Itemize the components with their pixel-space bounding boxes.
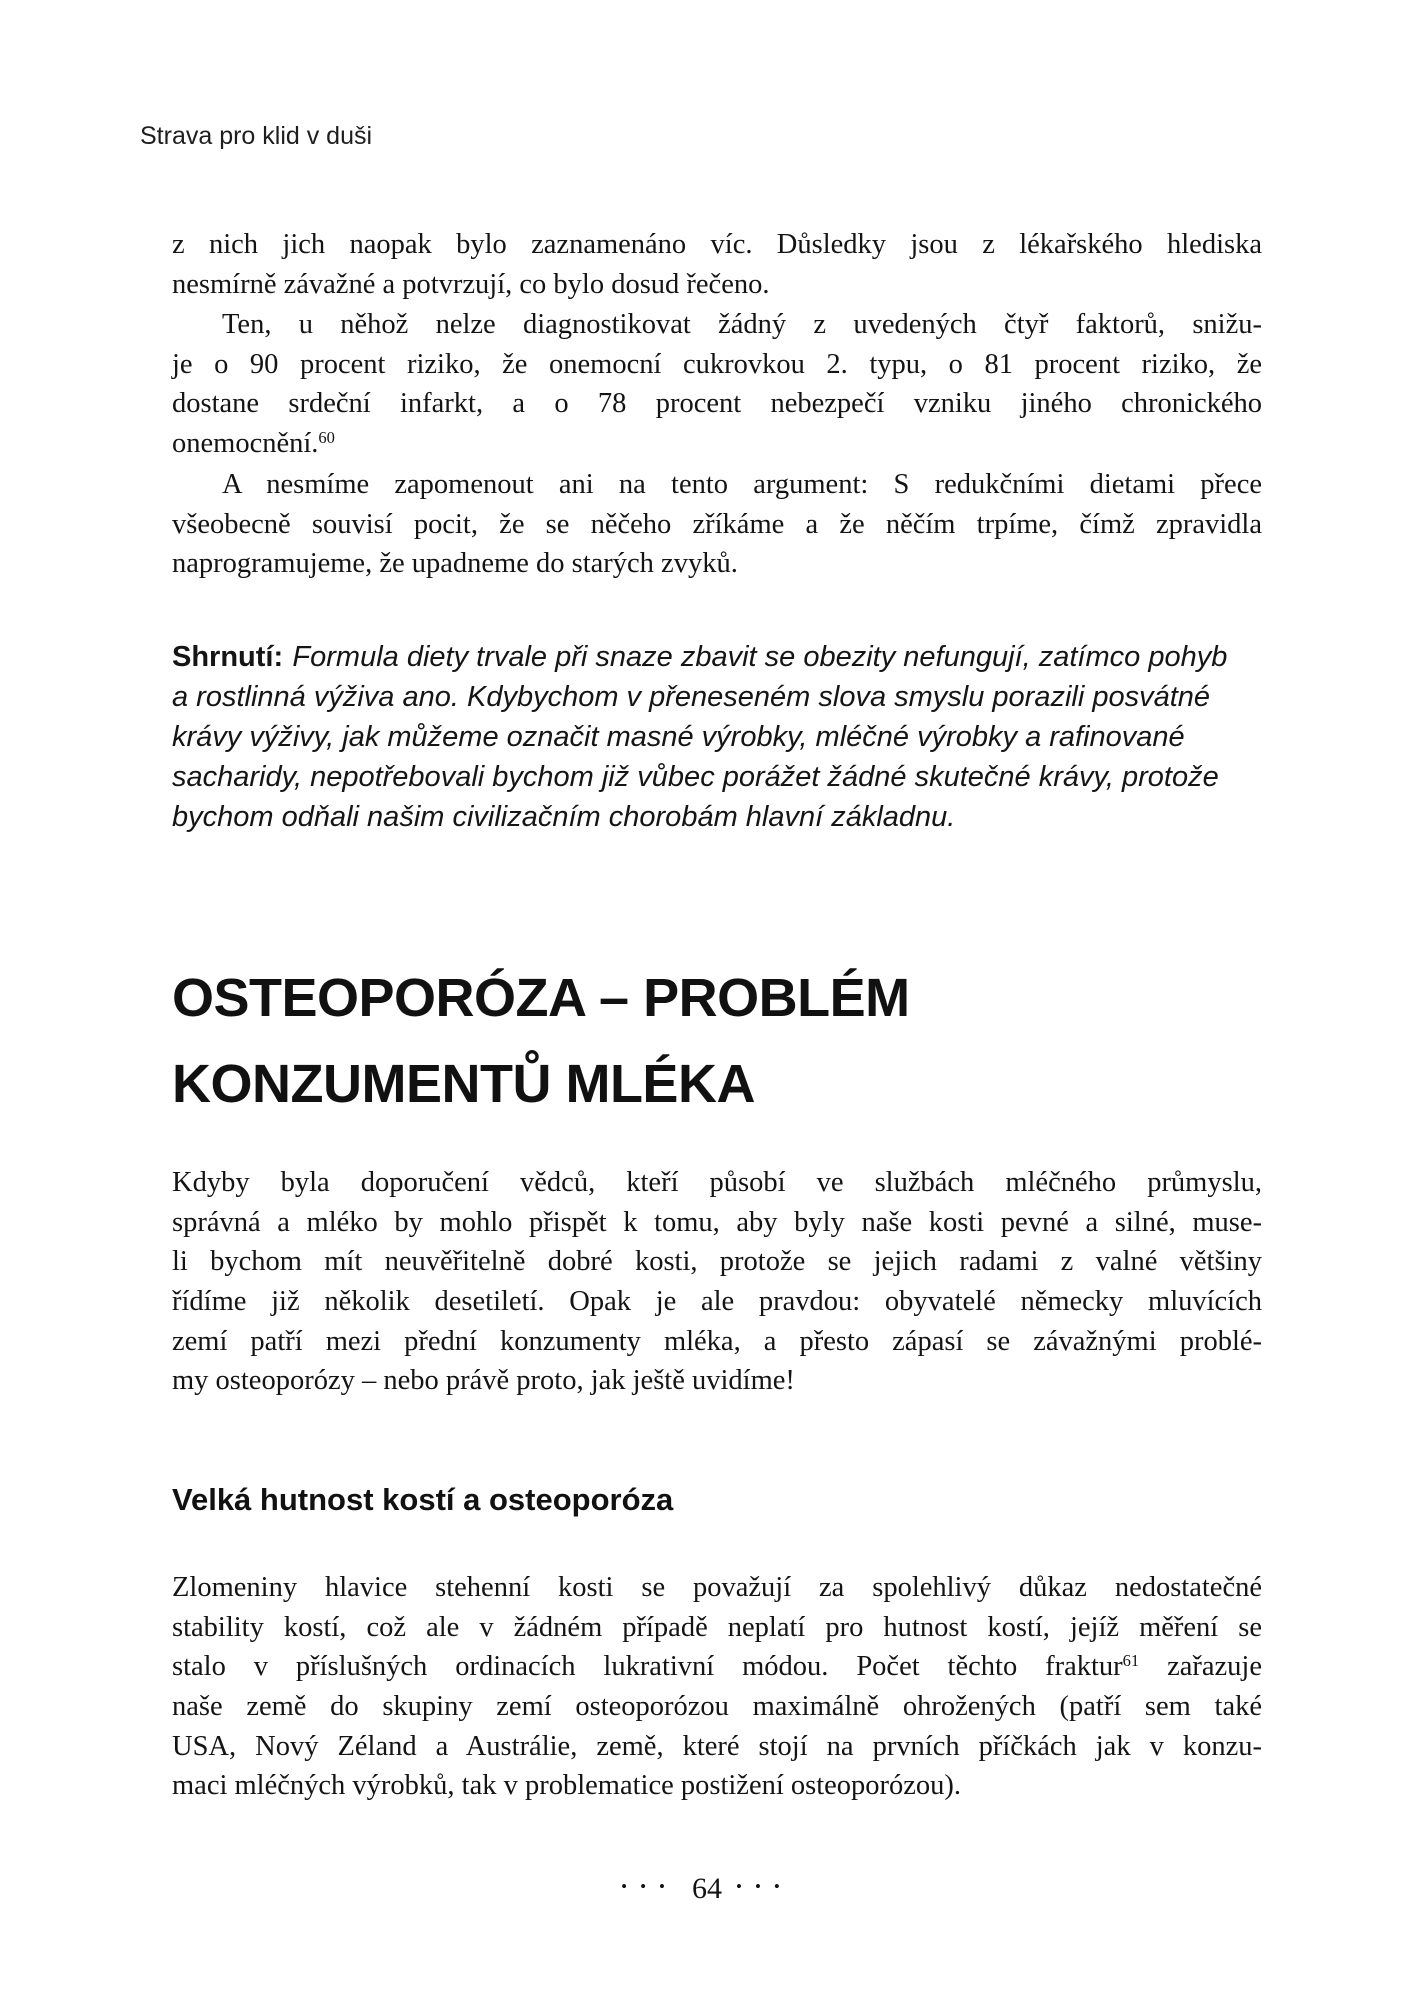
text-line: Kdyby byla doporučení vědců, kteří působí ve službách mléčného průmyslu, [172,1167,1262,1198]
text-line: maci mléčných výrobků, tak v problematice postižení osteoporózou). [172,1770,962,1802]
footnote-reference: 61 [1122,1651,1140,1671]
footnote-reference: 60 [318,428,335,448]
text-line: A nesmíme zapomenout ani na tento argument: S redukčními dietami přece [222,469,1262,500]
text-line: dostane srdeční infarkt, a o 78 procent nebezpečí vzniku jiného chronického [172,388,1262,420]
section-heading: Velká hutnost kostí a osteoporóza [172,1482,674,1517]
text-line: nesmírně závažné a potvrzují, co bylo dosud řečeno. [172,268,770,300]
paragraph-1 [172,225,1262,304]
text-line [172,1647,1262,1687]
paragraph-2 [172,305,1262,464]
paragraph-5 [172,1568,1262,1806]
text-line: je o 90 procent riziko, že onemocní cukrovkou 2. typu, o 81 procent riziko, že [172,348,1262,380]
text-run: onemocnění. [172,428,319,460]
text-line: stability kostí, což ale v žádném případě neplatí pro hutnost kostí, jejíž měření se [172,1611,1262,1643]
text-run: stalo v příslušných ordinacích lukrativní módou. Počet těchto fraktur [172,1651,1123,1683]
text-line: a rostlinná výživa ano. Kdybychom v přeneseném slova smyslu porazili posvátné [172,681,1211,713]
chapter-heading-line: KONZUMENTŮ MLÉKA [172,1054,755,1114]
text-line: bychom odňali našim civilizačním chorobám hlavní základnu. [172,801,956,833]
footer-dots-left: ••• [621,1877,678,1896]
paragraph-4 [172,1163,1262,1401]
text-line: všeobecně souvisí pocit, že se něčeho zříkáme a že něčím trpíme, čímž zpravidla [172,508,1262,540]
footer-dots-right: ••• [736,1877,793,1896]
text-line: naše země do skupiny zemí osteoporózou maximálně ohrožených (patří sem také [172,1691,1262,1723]
text-line: Ten, u něhož nelze diagnostikovat žádný z uvedených čtyř faktorů, snižu- [222,309,1262,340]
paragraph-3 [172,465,1262,584]
text-line: sacharidy, nepotřebovali bychom již vůbec porážet žádné skutečné krávy, protože [172,761,1219,793]
text-line: my osteoporózy – nebo právě proto, jak ještě uvidíme! [172,1365,795,1397]
text-line [172,424,1262,464]
page-footer [0,1872,1414,1906]
text-run: Formula diety trvale při snaze zbavit se obezity nefungují, zatímco pohyb [292,641,1228,673]
text-line: naprogramujeme, že upadneme do starých zvyků. [172,548,738,580]
text-line: z nich jich naopak bylo zaznamenáno víc. Důsledky jsou z lékařského hlediska [172,229,1262,260]
text-line: li bychom mít neuvěřitelně dobré kosti, protože se jejich radami z valné většiny [172,1246,1262,1278]
text-run: zařazuje [1139,1651,1262,1683]
summary-block [172,637,1262,837]
chapter-heading-line: OSTEOPORÓZA – PROBLÉM [172,968,910,1028]
chapter-heading [172,955,1262,1127]
text-line: USA, Nový Zéland a Austrálie, země, které stojí na prvních příčkách jak v konzu- [172,1730,1262,1762]
text-line: řídíme již několik desetiletí. Opak je ale pravdou: obyvatelé německy mluvících [172,1286,1262,1318]
text-line [172,637,1262,677]
text-line: Zlomeniny hlavice stehenní kosti se považují za spolehlivý důkaz nedostatečné [172,1572,1262,1603]
text-line: krávy výživy, jak můžeme označit masné výrobky, mléčné výrobky a rafinované [172,721,1185,753]
text-line: správná a mléko by mohlo přispět k tomu, aby byly naše kosti pevné a silné, muse- [172,1206,1262,1238]
summary-label: Shrnutí: [172,641,284,673]
page-number: 64 [692,1872,722,1905]
text-line: zemí patří mezi přední konzumenty mléka, a přesto zápasí se závažnými problé- [172,1325,1262,1357]
running-head: Strava pro klid v duši [140,122,373,150]
